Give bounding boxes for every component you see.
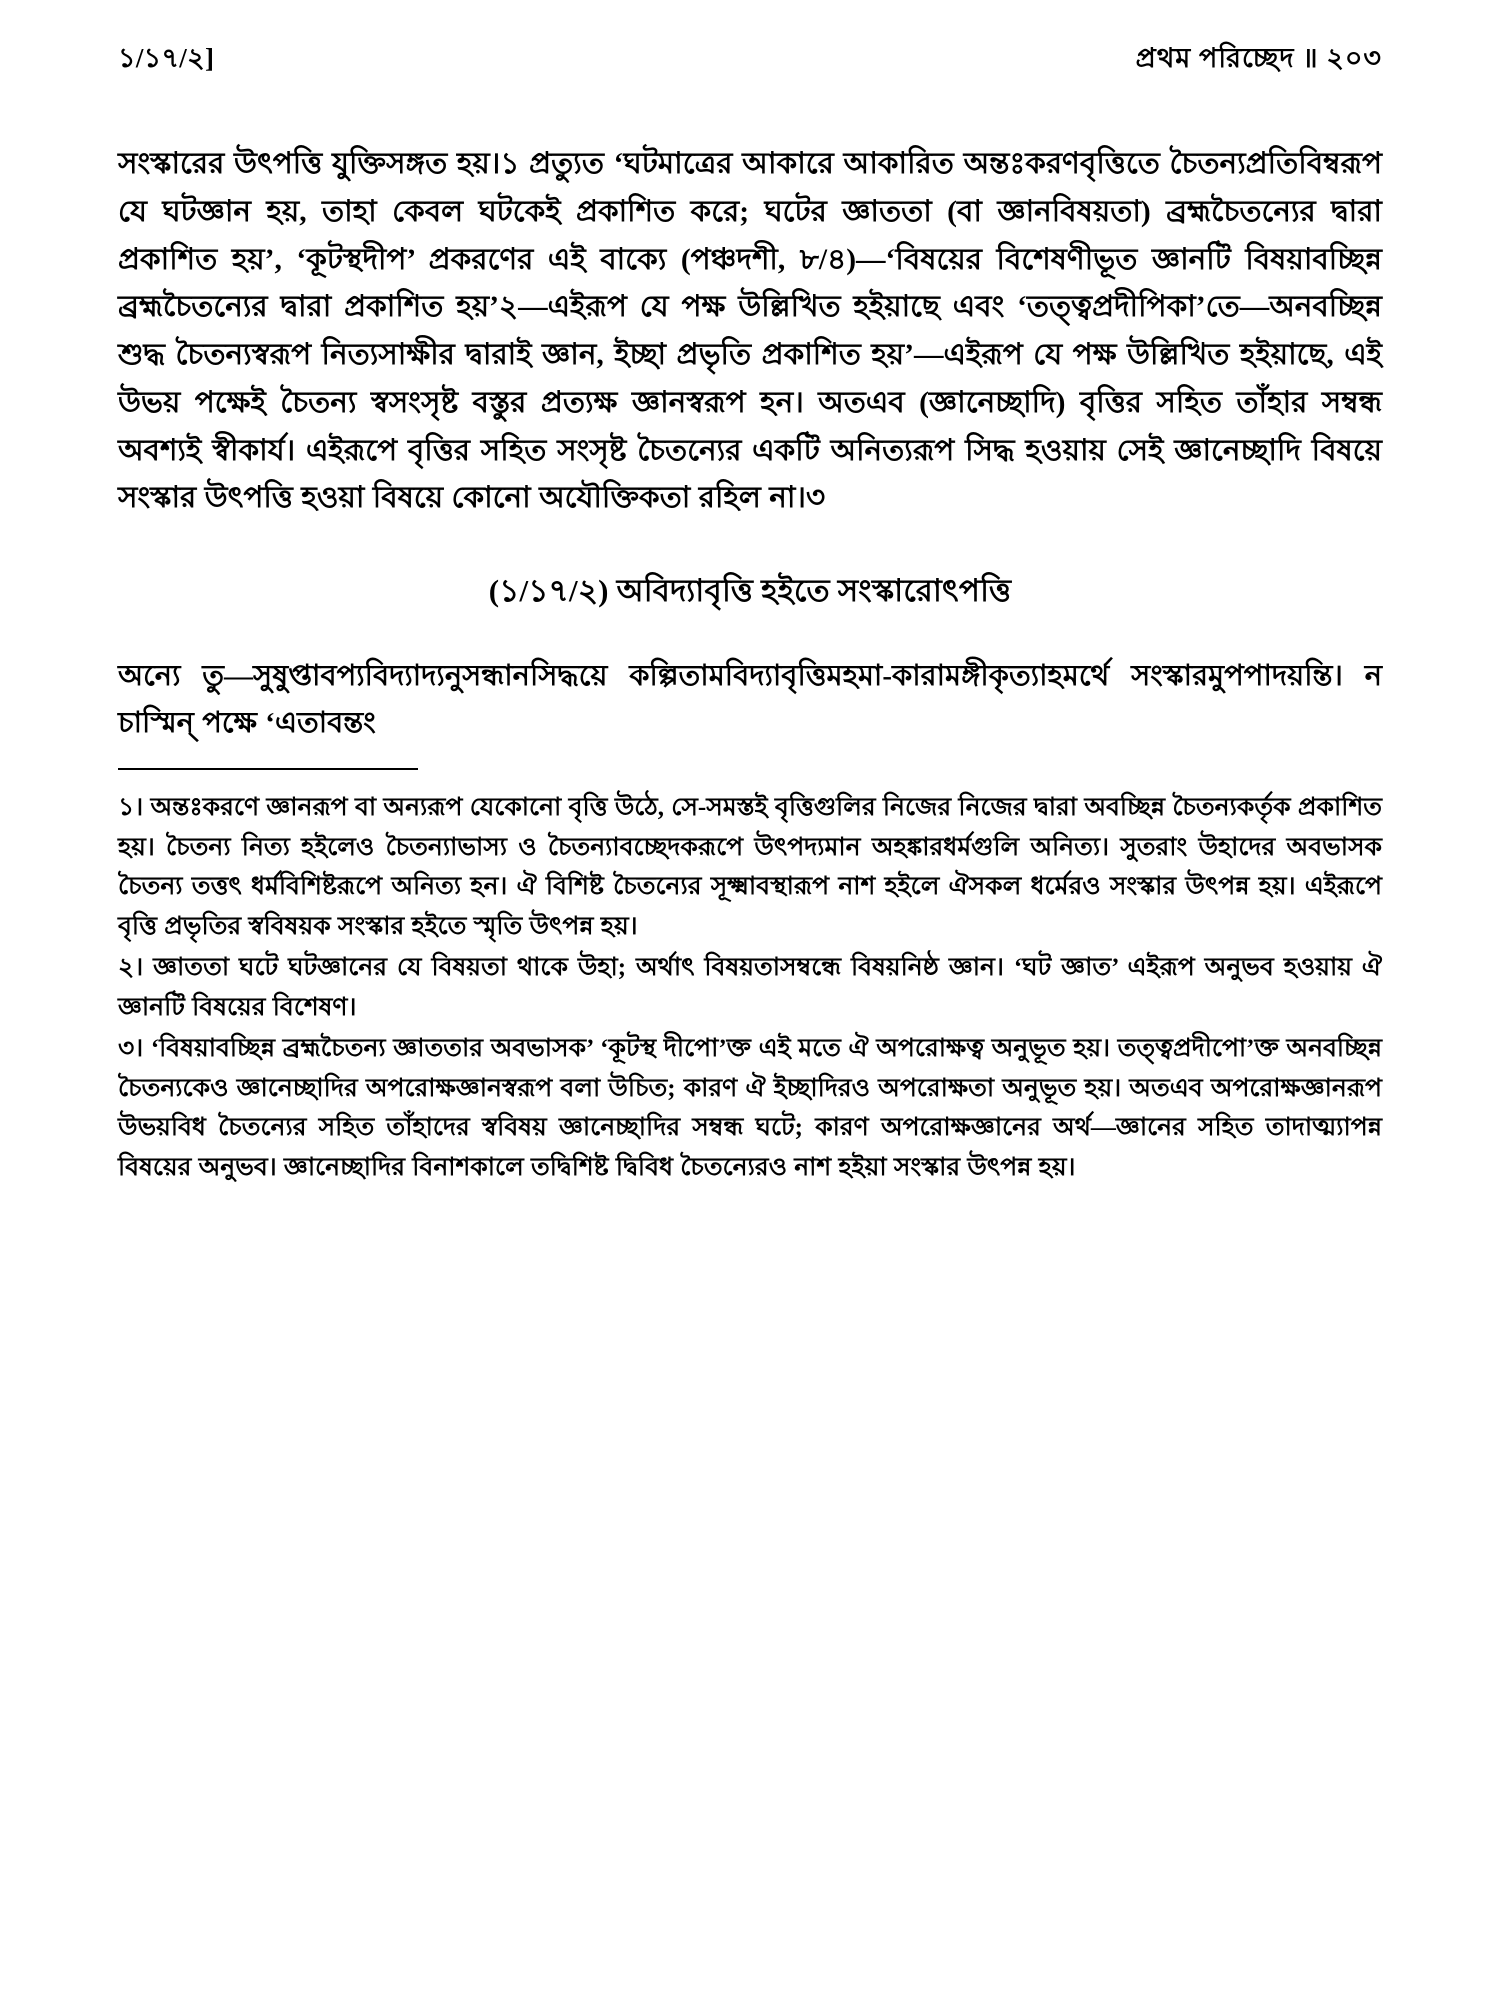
main-body [118, 141, 1382, 523]
footnote-3: ৩। ‘বিষয়াবচ্ছিন্ন ব্রহ্মচৈতন্য জ্ঞাততার অবভাসক’ ‘কূটস্থ দীপো’ক্ত এই মতে ঐ অপরোক্ষত্ব অনুভূত হয়। তত্ত্বপ্রদীপো’ক্ত অনবচ্ছিন্ন চৈতন্যকেও জ্ঞানেচ্ছাদির অপরোক্ষজ্ঞানস্বরূপ বলা উচিত; কারণ ঐ ইচ্ছাদিরও অপরোক্ষতা অনুভূত হয়। অতএব অপরোক্ষজ্ঞানরূপ উভয়বিধ চৈতন্যের সহিত তাঁহাদের স্ববিষয় জ্ঞানেচ্ছাদির সম্বন্ধ ঘটে; কারণ অপরোক্ষজ্ঞানের অর্থ—জ্ঞানের সহিত তাদাত্ম্যাপন্ন বিষয়ের অনুভব। জ্ঞানেচ্ছাদির বিনাশকালে তদ্বিশিষ্ট দ্বিবিধ চৈতন্যেরও নাশ হইয়া সংস্কার উৎপন্ন হয়। [118, 1035, 1382, 1181]
section-heading: (১/১৭/২) অবিদ্যাবৃত্তি হইতে সংস্কারোৎপত্তি [488, 573, 1012, 609]
chapter-and-page-number: প্রথম পরিচ্ছেদ ॥ ২০৩ [1135, 43, 1382, 73]
footnote-1: ১। অন্তঃকরণে জ্ঞানরূপ বা অন্যরূপ যেকোনো বৃত্তি উঠে, সে-সমস্তই বৃত্তিগুলির নিজের নিজের দ্বারা অবচ্ছিন্ন চৈতন্যকর্তৃক প্রকাশিত হয়। চৈতন্য নিত্য হইলেও চৈতন্যাভাস্য ও চৈতন্যাবচ্ছেদকরূপে উৎপদ্যমান অহঙ্কারধর্মগুলি অনিত্য। সুতরাং উহাদের অবভাসক চৈতন্য তত্তৎ ধর্মবিশিষ্টরূপে অনিত্য হন। ঐ বিশিষ্ট চৈতন্যের সূক্ষ্মাবস্থারূপ নাশ হইলে ঐসকল ধর্মেরও সংস্কার উৎপন্ন হয়। এইরূপে বৃত্তি প্রভৃতির স্ববিষয়ক সংস্কার হইতে স্মৃতি উৎপন্ন হয়। [118, 794, 1382, 940]
footnote-separator [118, 768, 418, 770]
footnote-2: ২। জ্ঞাততা ঘটে ঘটজ্ঞানের যে বিষয়তা থাকে উহা; অর্থাৎ বিষয়তাসম্বন্ধে বিষয়নিষ্ঠ জ্ঞান। ‘ঘট জ্ঞাত’ এইরূপ অনুভব হওয়ায় ঐ জ্ঞানটি বিষয়ের বিশেষণ। [118, 954, 1382, 1021]
page-header [118, 38, 1382, 83]
footnotes-block [118, 788, 1382, 1187]
sutra-reference: ১/১৭/২] [118, 43, 215, 73]
body-paragraph: সংস্কারের উৎপত্তি যুক্তিসঙ্গত হয়।১ প্রত্যুত ‘ঘটমাত্রের আকারে আকারিত অন্তঃকরণবৃত্তিতে চৈতন্যপ্রতিবিম্বরূপ যে ঘটজ্ঞান হয়, তাহা কেবল ঘটকেই প্রকাশিত করে; ঘটের জ্ঞাততা (বা জ্ঞানবিষয়তা) ব্রহ্মচৈতন্যের দ্বারা প্রকাশিত হয়’, ‘কূটস্থদীপ’ প্রকরণের এই বাক্যে (পঞ্চদশী, ৮/৪)—‘বিষয়ের বিশেষণীভূত জ্ঞানটি বিষয়াবচ্ছিন্ন ব্রহ্মচৈতন্যের দ্বারা প্রকাশিত হয়’২—এইরূপ যে পক্ষ উল্লিখিত হইয়াছে এবং ‘তত্ত্বপ্রদীপিকা’তে—অনবচ্ছিন্ন শুদ্ধ চৈতন্যস্বরূপ নিত্যসাক্ষীর দ্বারাই জ্ঞান, ইচ্ছা প্রভৃতি প্রকাশিত হয়’—এইরূপ যে পক্ষ উল্লিখিত হইয়াছে, এই উভয় পক্ষেই চৈতন্য স্বসংসৃষ্ট বস্তুর প্রত্যক্ষ জ্ঞানস্বরূপ হন। অতএব (জ্ঞানেচ্ছাদি) বৃত্তির সহিত তাঁহার সম্বন্ধ অবশ্যই স্বীকার্য। এইরূপে বৃত্তির সহিত সংসৃষ্ট চৈতন্যের একটি অনিত্যরূপ সিদ্ধ হওয়ায় সেই জ্ঞানেচ্ছাদি বিষয়ে সংস্কার উৎপত্তি হওয়া বিষয়ে কোনো অযৌক্তিকতা রহিল না।৩ [118, 148, 1382, 515]
sanskrit-quotation: অন্যে তু—সুষুপ্তাবপ্যবিদ্যাদ্যনুসন্ধানসিদ্ধয়ে কল্পিতামবিদ্যাবৃত্তিমহমা-কারামঙ্গীকৃত্যাহমর্থে সংস্কারমুপপাদয়ন্তি। ন চাস্মিন্ পক্ষে ‘এতাবন্তং [118, 660, 1382, 739]
